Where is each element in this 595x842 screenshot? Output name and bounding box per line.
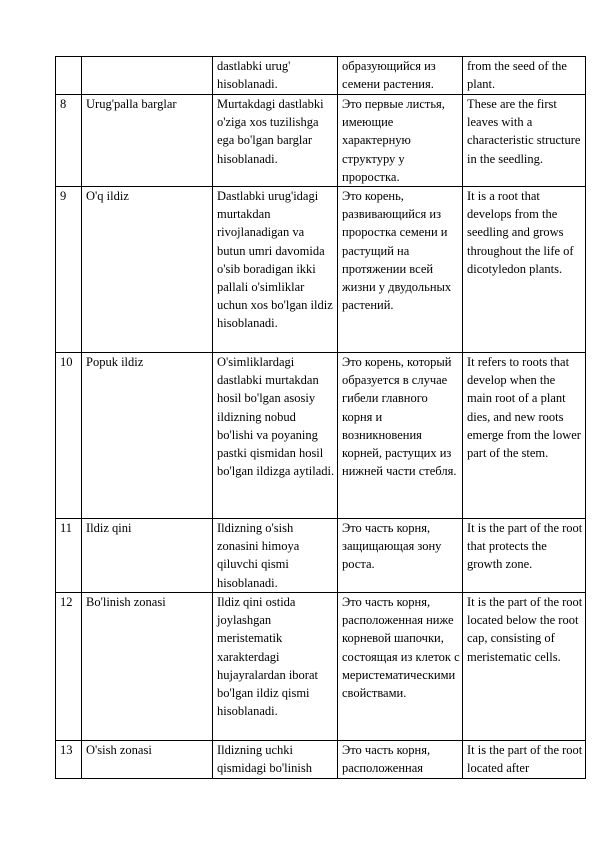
term-cell: O'sish zonasi [82, 741, 213, 779]
definition-ru-cell: Это часть корня, расположенная ниже корневой шапочки, состоящая из клеток с меристематическими свойствами. [338, 593, 463, 741]
definition-uz-cell: Murtakdagi dastlabki o'ziga xos tuzilishga ega bo'lgan barglar hisoblanadi. [213, 95, 338, 187]
term-cell: Ildiz qini [82, 519, 213, 593]
definition-en-cell: These are the first leaves with a characteristic structure in the seedling. [463, 95, 586, 187]
definition-en-cell: It is the part of the root that protects the growth zone. [463, 519, 586, 593]
term-cell: O'q ildiz [82, 187, 213, 353]
definition-uz-cell: O'simliklardagi dastlabki murtakdan hosil bo'lgan asosiy ildizning nobud bo'lishi va poyaning pastki qismidan hosil bo'lgan ildizga aytiladi. [213, 353, 338, 519]
row-number [56, 57, 82, 95]
definition-ru-cell: образующийся из семени растения. [338, 57, 463, 95]
row-number: 13 [56, 741, 82, 779]
definition-ru-cell: Это часть корня, защищающая зону роста. [338, 519, 463, 593]
term-cell: Urug'palla barglar [82, 95, 213, 187]
row-number: 10 [56, 353, 82, 519]
term-cell: Popuk ildiz [82, 353, 213, 519]
definition-en-cell: It is the part of the root located below the root cap, consisting of meristematic cells. [463, 593, 586, 741]
table-row [56, 519, 586, 593]
definition-en-cell: It refers to roots that develop when the main root of a plant dies, and new roots emerge from the lower part of the stem. [463, 353, 586, 519]
glossary-table [55, 56, 586, 779]
definition-uz-cell: Dastlabki urug'idagi murtakdan rivojlanadigan va butun umri davomida o'sib boradigan ikki pallali o'simliklar uchun xos bo'lgan ildiz hisoblanadi. [213, 187, 338, 353]
table-row [56, 95, 586, 187]
definition-uz-cell: Ildizning o'sish zonasini himoya qiluvchi qismi hisoblanadi. [213, 519, 338, 593]
table-row [56, 187, 586, 353]
row-number: 8 [56, 95, 82, 187]
definition-ru-cell: Это первые листья, имеющие характерную структуру у проростка. [338, 95, 463, 187]
term-cell: Bo'linish zonasi [82, 593, 213, 741]
table-row [56, 593, 586, 741]
table-row [56, 741, 586, 779]
table-row [56, 57, 586, 95]
definition-uz-cell: Ildizning uchki qismidagi bo'linish [213, 741, 338, 779]
definition-ru-cell: Это часть корня, расположенная [338, 741, 463, 779]
definition-en-cell: It is a root that develops from the seedling and grows throughout the life of dicotyledon plants. [463, 187, 586, 353]
definition-en-cell: from the seed of the plant. [463, 57, 586, 95]
table-row [56, 353, 586, 519]
definition-ru-cell: Это корень, который образуется в случае гибели главного корня и возникновения корней, растущих из нижней части стебля. [338, 353, 463, 519]
row-number: 11 [56, 519, 82, 593]
row-number: 9 [56, 187, 82, 353]
definition-uz-cell: Ildiz qini ostida joylashgan meristematik xarakterdagi hujayralardan iborat bo'lgan ildiz qismi hisoblanadi. [213, 593, 338, 741]
term-cell [82, 57, 213, 95]
definition-uz-cell: dastlabki urug' hisoblanadi. [213, 57, 338, 95]
definition-en-cell: It is the part of the root located after [463, 741, 586, 779]
definition-ru-cell: Это корень, развивающийся из проростка семени и растущий на протяжении всей жизни у двудольных растений. [338, 187, 463, 353]
row-number: 12 [56, 593, 82, 741]
